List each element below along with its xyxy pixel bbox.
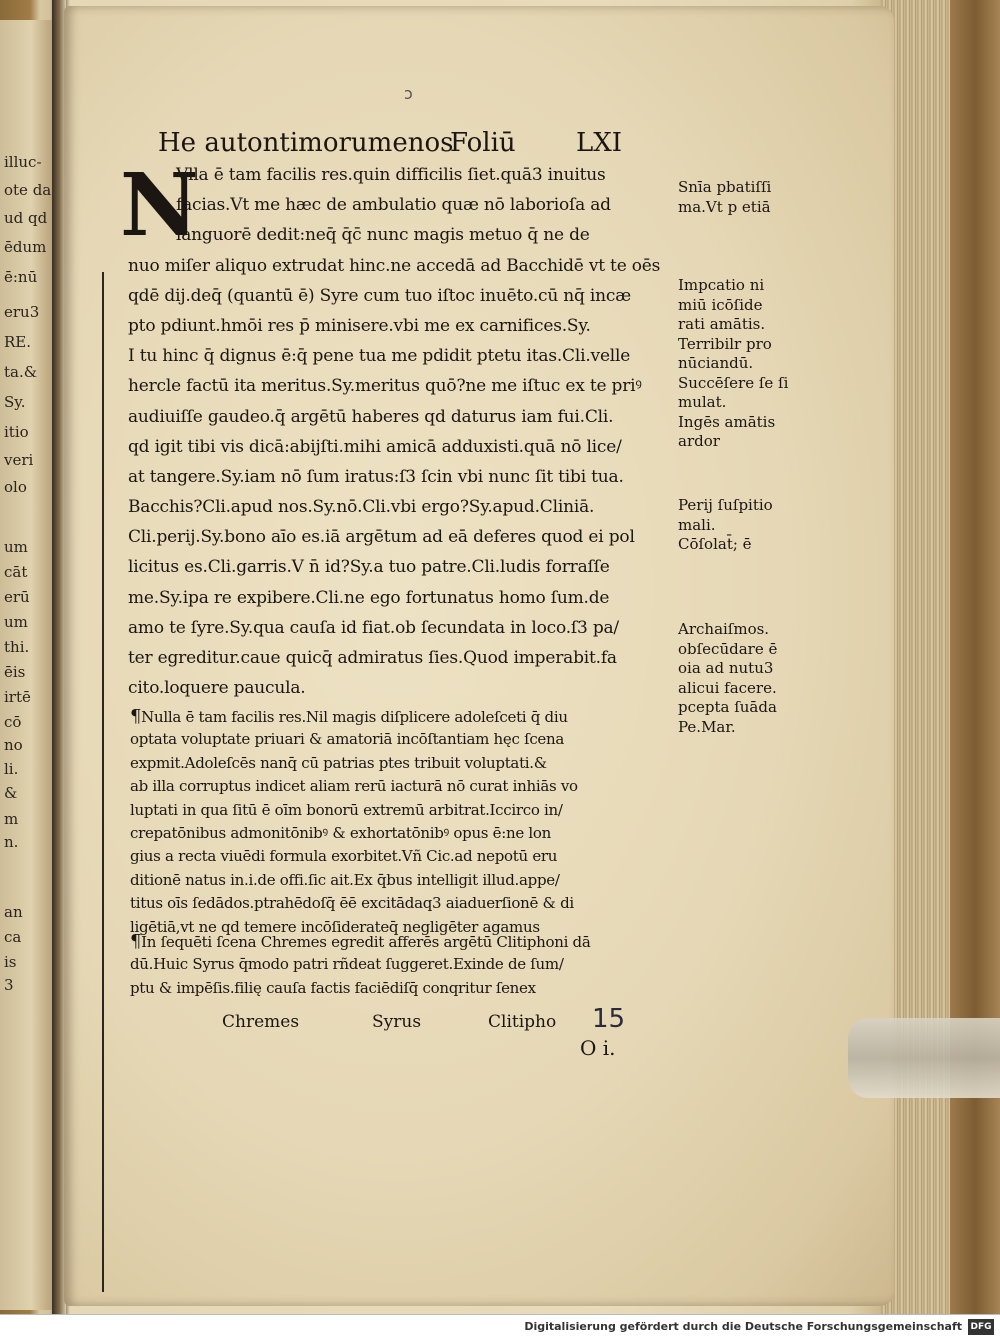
text-line: nuo miſer aliquo extrudat hinc.ne accedā ad Bacchidē vt te oēs [128,255,661,276]
margin-line: ardor [678,432,720,450]
text-line: cito.loquere paucula. [128,678,306,699]
margin-line: rati amātis. [678,315,766,333]
margin-line: mulat. [678,393,727,411]
left-fragment: eru3 [4,303,40,321]
left-fragment: irtē [4,688,31,706]
left-fragment: & [4,784,18,802]
speaker-chremes: Chremes [222,1012,300,1032]
margin-line: Impcatio ni [678,276,765,294]
left-fragment: li. [4,760,19,778]
margin-line: Terribilr pro [678,334,772,353]
book-cover-edge [950,0,1000,1314]
margin-line: miū icōſide [678,295,763,314]
commentary-line: titus oīs ſedādos.ptrahēdoſq̄ ēē excitādaq3 aiaduerſionē & di [130,894,574,913]
left-fragment: um [4,538,28,556]
commentary-line: ptu & impēſis.filię cauſa factis faciēdiſq̄ conqritur ſenex [130,978,536,997]
left-fragment: cāt [4,563,28,581]
page-clip [848,1018,1000,1098]
left-fragment: erū [4,588,30,606]
margin-line: Ingēs amātis [678,412,776,431]
left-fragment: ēis [4,663,26,681]
left-fragment: veri [4,451,34,469]
commentary-block-2 [130,930,690,1000]
text-line: at tangere.Sy.iam nō ſum iratus:ſ3 ſcin vbi nunc ſit tibi tua. [128,466,624,487]
margin-line: oia ad nutu3 [678,659,774,677]
left-fragment: itio [4,423,29,441]
text-line: pto pdiunt.hmōi res p̄ minisere.vbi me ex carnifices.Sy. [128,315,591,336]
text-line: I tu hinc q̄ dignus ē:q̄ pene tua me pdidit ptetu itas.Cli.velle [128,346,631,367]
text-line: licitus es.Cli.garris.V n̄ id?Sy.a tuo patre.Cli.ludis forraſſe [128,557,610,578]
left-page-edge [0,20,52,1310]
commentary-line: expmit.Adoleſcēs nanq̄ cū patrias ptes tribuit voluptati.& [130,753,547,772]
marginal-note-3 [678,496,808,555]
left-fragment: ote da [4,181,52,199]
left-fragment: ud qd [4,209,48,227]
text-line: languorē dedit:neq̄ q̄c̄ nunc magis metuo q̄ ne de [176,225,590,246]
left-fragment: RE. [4,333,32,351]
commentary-line: ab illa corruptus indicet aliam rerū iacturā nō curat inhiās vo [130,777,578,796]
commentary-line: dū.Huic Syrus q̄modo patri rñdeat ſuggeret.Exinde de ſum/ [130,955,564,974]
handwritten-number: 15 [592,1004,626,1034]
commentary-line: luptati in qua ſitū ē oīm bonorū extremū arbitrat.Iccirco in/ [130,800,563,819]
text-line: facias.Vt me hæc de ambulatio quæ nō laborioſa ad [176,195,611,216]
header-folio-number: LXI [576,128,623,158]
margin-line: Pe.Mar. [678,717,736,736]
header-title: He autontimorumenos [158,128,454,158]
signature-mark: O i. [580,1036,616,1060]
left-fragment: olo [4,478,27,496]
footer-credit: Digitalisierung gefördert durch die Deutsche Forschungsgemeinschaft [524,1320,962,1333]
left-fragment: ta.& [4,363,38,381]
commentary-text: In ſequēti ſcena Chremes egredit afferēs argētū Clitiphoni dā [141,933,591,951]
left-fragment: thi. [4,638,30,656]
commentary-text: Nulla ē tam facilis res.Nil magis diſplicere adoleſceti q̄ diu [141,708,568,726]
margin-line: ma.Vt p etiā [678,197,771,216]
left-fragment: um [4,613,28,631]
commentary-line: optata voluptate priuari & amatoriā incōſtantiam hęc ſcena [130,730,564,749]
commentary-block-1 [130,705,690,939]
margin-line: pcepta ſuāda [678,698,777,716]
commentary-line: ditionē natus in.i.de offi.ſic ait.Ex q̄bus intelligit illud.appe/ [130,870,560,889]
left-fragment: 3 [4,976,14,994]
margin-line: Snīa pbatiſſi [678,178,772,196]
footer-bar [0,1314,1000,1340]
commentary-line [130,930,690,953]
speaker-syrus: Syrus [372,1012,422,1032]
text-line: qd igit tibi vis dicā:abijſti.mihi amicā adduxisti.quā nō lice/ [128,436,622,457]
marginal-note-4 [678,620,808,737]
left-fragment: is [4,953,17,971]
margin-line: obſecūdare ē [678,639,778,658]
text-line: Vlla ē tam facilis res.quin difficilis ſiet.quā3 inuitus [176,165,606,185]
left-fragment: ca [4,928,22,946]
main-text-block [120,155,673,703]
text-line: Bacchis?Cli.apud nos.Sy.nō.Cli.vbi ergo?Sy.apud.Cliniā. [128,497,595,518]
margin-line: Archaiſmos. [678,620,770,638]
text-line: amo te ſyre.Sy.qua cauſa id fiat.ob ſecundata in loco.ſ3 pa/ [128,617,619,638]
text-line: qdē dij.deq̄ (quantū ē) Syre cum tuo iſtoc inuēto.cū nq̄ incæ [128,285,632,306]
text-line: hercle factū ita meritus.Sy.meritus quō?ne me iſtuc ex te priꝰ [128,376,642,397]
margin-line: nūciandū. [678,354,754,372]
left-fragment: Sy. [4,393,26,411]
hand-drawn-bracket [62,272,104,1292]
marginal-note-2 [678,276,808,452]
commentary-line: ligētiā,vt ne qd temere incōſiderateq̄ negligēter agamus [130,917,540,936]
left-fragment: ē:nū [4,268,38,286]
commentary-line [130,705,690,728]
decorated-initial: N [120,155,199,256]
text-line: Cli.perij.Sy.bono aīo es.iā argētum ad eā deferes quod ei pol [128,527,635,548]
left-fragment: cō [4,713,22,731]
left-fragment: no [4,736,23,754]
margin-line: Succēſere ſe ſi [678,373,789,392]
pilcrow-icon: ¶ [130,931,142,952]
margin-line: Cōſolat̄; ē [678,535,752,553]
left-fragment: n. [4,833,19,851]
text-line: ter egreditur.caue quicq̄ admiratus ſies.Quod imperabit.fa [128,648,617,668]
left-fragment: an [4,903,23,921]
marginal-note-1 [678,178,808,217]
margin-line: mali. [678,515,716,534]
pencil-mark: ɔ [404,84,413,103]
margin-line: Perij ſuſpitio [678,496,773,514]
header-folio-word: Foliū [450,128,516,158]
dfg-logo: DFG [968,1319,994,1335]
running-header [158,128,658,158]
text-line: me.Sy.ipa re expibere.Cli.ne ego fortunatus homo ſum.de [128,587,610,608]
text-line: audiuiſſe gaudeo.q̄ argētū haberes qd daturus iam fui.Cli. [128,406,614,427]
pilcrow-icon: ¶ [130,706,142,727]
left-fragment: m [4,810,19,828]
commentary-line: crepatōnibus admonitōnibꝰ & exhortatōnibꝰ opus ē:ne lon [130,823,552,842]
left-fragment: ēdum [4,238,47,256]
commentary-line: gius a recta viuēdi formula exorbitet.Vñ Cic.ad nepotū eru [130,847,558,866]
margin-line: alicui facere. [678,678,777,697]
speaker-clitipho: Clitipho [488,1012,557,1032]
left-fragment: illuc- [4,153,42,171]
